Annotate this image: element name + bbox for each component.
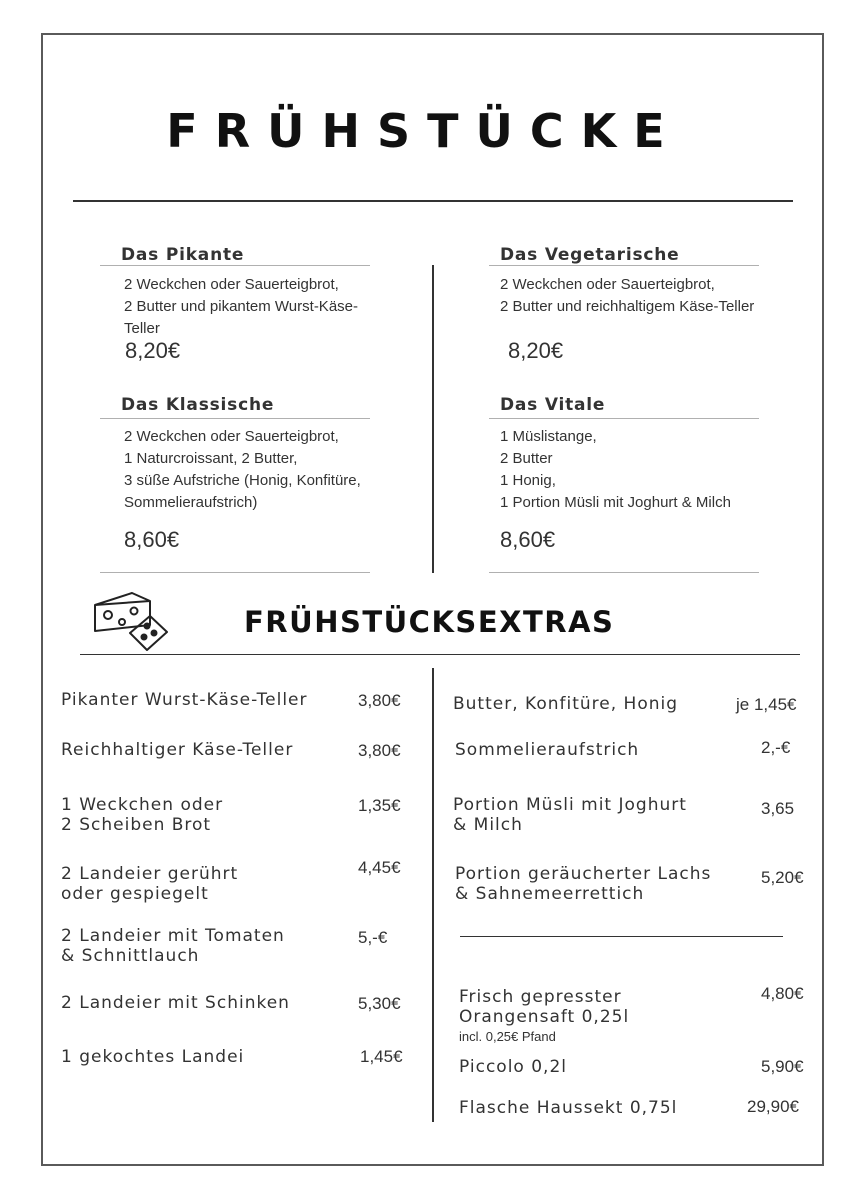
extra-item-name: Portion Müsli mit Joghurt & Milch xyxy=(453,795,687,835)
title-divider xyxy=(73,200,793,202)
breakfast-name: Das Klassische xyxy=(121,395,275,415)
extra-item-name: 2 Landeier mit Schinken xyxy=(61,993,290,1013)
drink-item-name: Flasche Haussekt 0,75l xyxy=(459,1098,678,1118)
breakfast-description: 2 Weckchen oder Sauerteigbrot, 2 Butter und pikantem Wurst-Käse- Teller xyxy=(124,276,358,337)
drink-item-name: Piccolo 0,2l xyxy=(459,1057,567,1077)
extra-item-price: 4,45€ xyxy=(358,858,401,877)
drink-item-price: 29,90€ xyxy=(747,1097,799,1116)
drink-item-note: incl. 0,25€ Pfand xyxy=(459,1029,556,1044)
extras-column-divider xyxy=(432,668,434,1122)
breakfast-price: 8,20€ xyxy=(508,338,564,363)
breakfast-description: 1 Müslistange, 2 Butter 1 Honig, 1 Portion Müsli mit Joghurt & Milch xyxy=(500,428,731,511)
extra-item-name: 2 Landeier mit Tomaten & Schnittlauch xyxy=(61,926,285,966)
breakfast-underline xyxy=(100,265,370,266)
extra-item-name: Portion geräucherter Lachs & Sahnemeerrettich xyxy=(455,864,712,904)
extra-item-price: 5,-€ xyxy=(358,928,388,947)
extra-item-price: 5,30€ xyxy=(358,994,401,1013)
extra-item-name: Reichhaltiger Käse-Teller xyxy=(61,740,294,760)
breakfast-name: Das Pikante xyxy=(121,245,245,265)
breakfast-column-divider xyxy=(432,265,434,573)
extra-item-price: 1,35€ xyxy=(358,796,401,815)
breakfast-price: 8,60€ xyxy=(124,527,180,552)
breakfast-name: Das Vegetarische xyxy=(500,245,680,265)
extra-item-price: 3,80€ xyxy=(358,691,401,710)
extra-item-price: 2,-€ xyxy=(761,738,791,757)
extra-item-price: 3,80€ xyxy=(358,741,401,760)
breakfast-price: 8,20€ xyxy=(125,338,181,363)
breakfast-underline xyxy=(489,265,759,266)
drink-item-name: Frisch gepresster Orangensaft 0,25l xyxy=(459,987,630,1027)
extra-item-price: je 1,45€ xyxy=(736,695,797,714)
extra-item-price: 1,45€ xyxy=(360,1047,403,1066)
breakfast-underline xyxy=(100,572,370,573)
extra-item-price: 3,65 xyxy=(761,799,795,818)
extra-item-name: 2 Landeier gerührt oder gespiegelt xyxy=(61,864,239,904)
breakfast-price: 8,60€ xyxy=(500,527,556,552)
extras-title: FRÜHSTÜCKSEXTRAS xyxy=(244,605,615,639)
drink-item-price: 5,90€ xyxy=(761,1057,804,1076)
menu-title: FRÜHSTÜCKE xyxy=(166,104,682,158)
breakfast-underline xyxy=(100,418,370,419)
cheese-icon xyxy=(92,589,170,653)
drink-item-price: 4,80€ xyxy=(761,984,804,1003)
drinks-divider xyxy=(460,936,783,937)
breakfast-description: 2 Weckchen oder Sauerteigbrot, 1 Naturcroissant, 2 Butter, 3 süße Aufstriche (Honig, Konfitüre, Sommelieraufstrich) xyxy=(124,428,361,511)
extra-item-name: 1 gekochtes Landei xyxy=(61,1047,245,1067)
extra-item-name: Pikanter Wurst-Käse-Teller xyxy=(61,690,308,710)
extra-item-name: Butter, Konfitüre, Honig xyxy=(453,694,679,714)
breakfast-underline xyxy=(489,572,759,573)
breakfast-name: Das Vitale xyxy=(500,395,606,415)
extra-item-name: 1 Weckchen oder 2 Scheiben Brot xyxy=(61,795,224,835)
breakfast-underline xyxy=(489,418,759,419)
breakfast-description: 2 Weckchen oder Sauerteigbrot, 2 Butter und reichhaltigem Käse-Teller xyxy=(500,276,755,315)
extra-item-name: Sommelieraufstrich xyxy=(455,740,640,760)
extra-item-price: 5,20€ xyxy=(761,868,804,887)
extras-divider xyxy=(80,654,800,655)
